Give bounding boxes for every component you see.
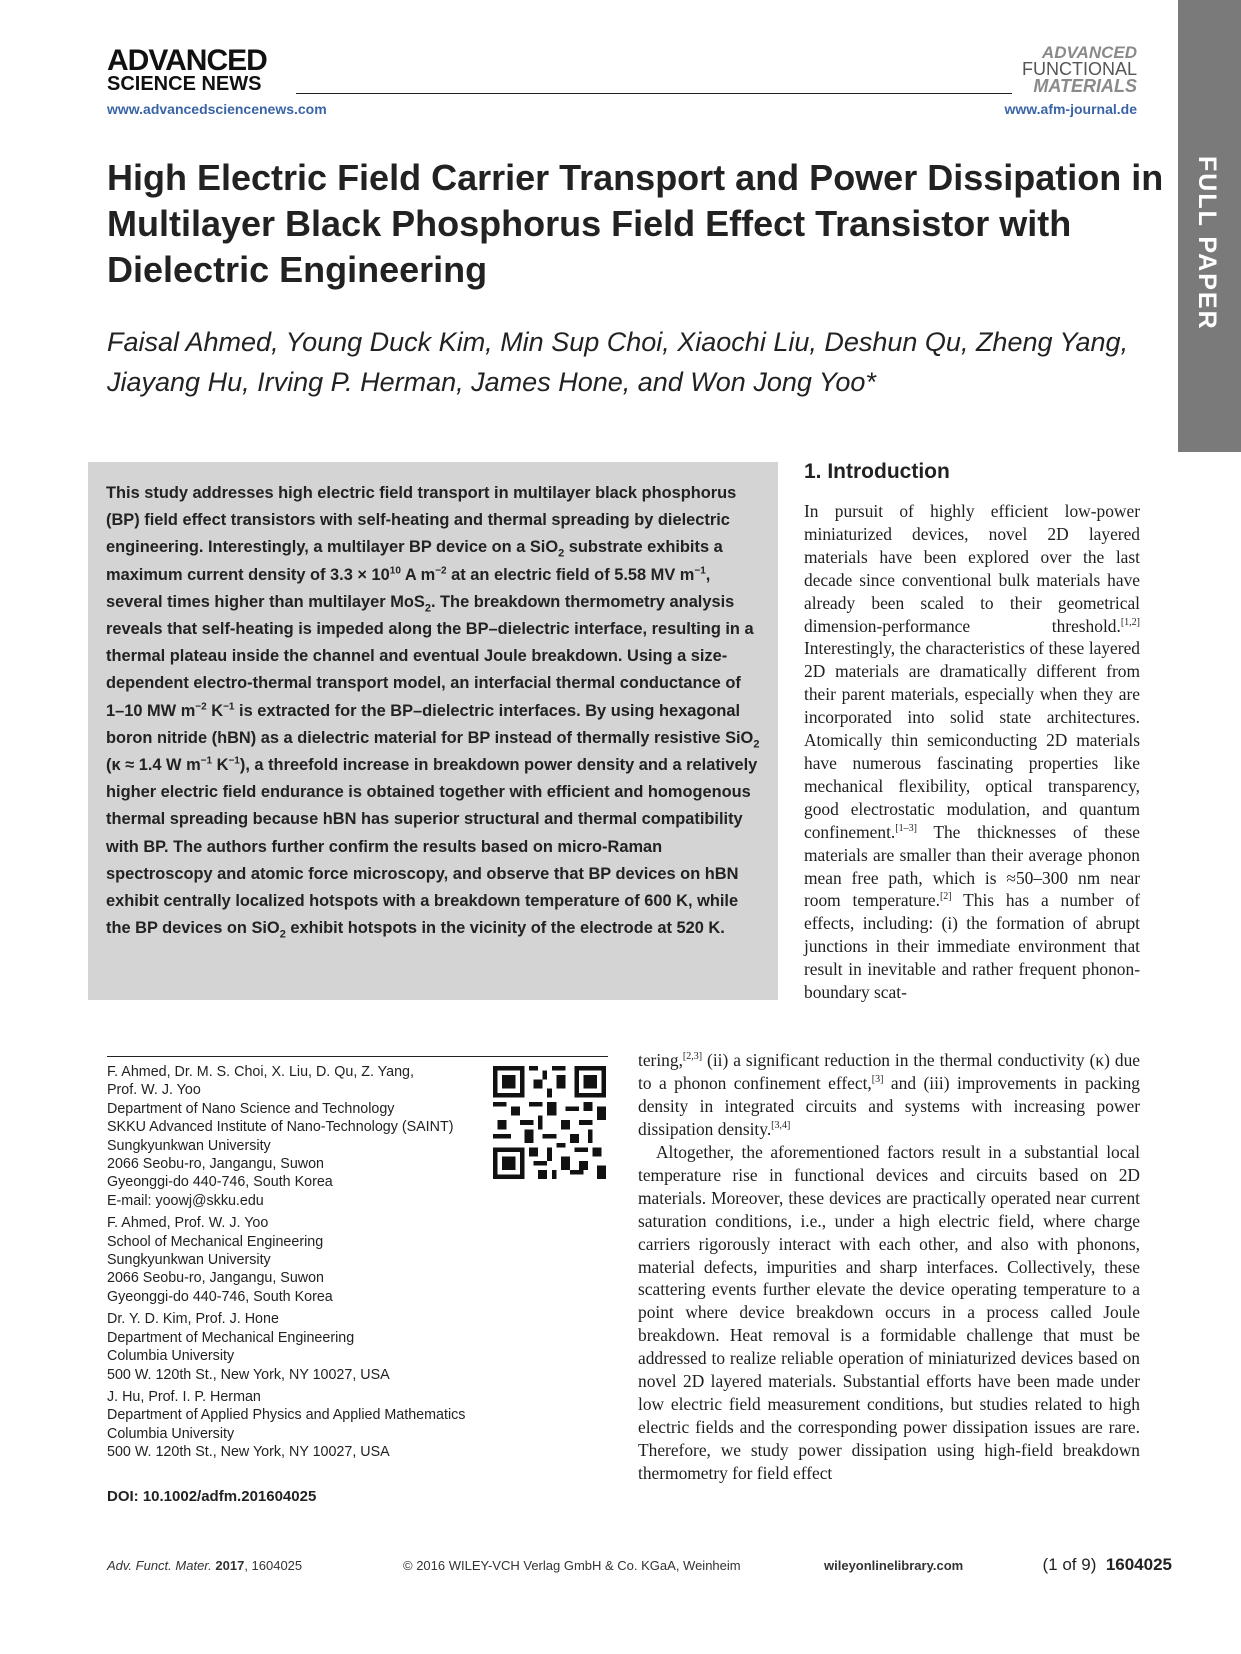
doi-link[interactable]: DOI: 10.1002/adfm.201604025 — [107, 1488, 317, 1505]
journal-logo — [1022, 44, 1137, 95]
publisher-logo-line1: ADVANCED — [107, 44, 267, 77]
intro-paragraph-2: Altogether, the aforementioned factors result in a substantial local temperature rise in functional devices and circuits based on 2D materials. Moreover, these devices are practically operated near current saturation conditions, i.e., under a high electric field, where charge carriers rigorously interact with each other, and also with phonons, material defects, impurities and sharp interfaces. Collectively, these scattering events further elevate the device operating temperature to a point where device breakdown occurs in a process called Joule breakdown. Heat removal is a formidable challenge that must be addressed to realize reliable operation of miniaturized devices based on novel 2D layered materials. Substantial efforts have been made under low electric field measurement conditions, but studies related to high electric fields and the corresponding power dissipation issues are rare. Therefore, we study power dissipation using high-field breakdown thermometry for field effect — [638, 1142, 1140, 1483]
section-tab — [1178, 0, 1241, 452]
section-tag: FULL PAPER — [1193, 156, 1221, 331]
journal-logo-line2: FUNCTIONAL — [1021, 59, 1137, 79]
publisher-url-link[interactable]: www.advancedsciencenews.com — [107, 101, 327, 117]
affiliation-block: Dr. Y. D. Kim, Prof. J. Hone Department of Mechanical Engineering Columbia University 500 W. 120th St., New York, NY 10027, USA — [107, 1311, 390, 1383]
intro-paragraph-1-lower: tering,[2,3] (ii) a significant reduction in the thermal conductivity (κ) due to a phonon confinement effect,[3] and (iii) improvements in packing density in integrated circuits and systems with increasing power dissipation density.[3,4] — [638, 1050, 1140, 1139]
email-link[interactable]: E-mail: yoowj@skku.edu — [107, 1192, 264, 1209]
footer-copyright: © 2016 WILEY-VCH Verlag GmbH & Co. KGaA, Weinheim — [403, 1558, 741, 1573]
citation-link[interactable]: [2] — [939, 891, 952, 903]
authors-line-1: Faisal Ahmed, Young Duck Kim, Min Sup Choi, Xiaochi Liu, Deshun Qu, Zheng Yang, — [107, 327, 1129, 357]
citation-link[interactable]: [3] — [871, 1074, 884, 1086]
abstract-box: This study addresses high electric field transport in multilayer black phosphorus (BP) field effect transistors with self-heating and thermal spreading by dielectric engineering. Interestingly, a multilayer BP device on a SiO$_2$ substrate exhibits a maximum current density of $3.3 \times 10^{10}$ A $m^{-2}$ at an electric field of 5.58 MV $m^{-1}$, several times higher than multilayer MoS$_2$. The breakdown thermometry analysis reveals that self-heating is impeded along the BP–dielectric interface, resulting in a thermal plateau inside the channel and eventual Joule breakdown. Using a size-dependent electro-thermal transport model, an interfacial thermal conductance of 1–10 MW $m^{-2}$ $K^{-1}$ is extracted for the BP–dielectric interfaces. By using hexagonal boron nitride (hBN) as a dielectric material for BP instead of thermally resistive SiO$_2$ (κ ≈ 1.4 W $m^{-1}$ $K^{-1}$), a threefold increase in breakdown power density and a relatively higher electric field endurance is obtained together with efficient and homogenous thermal spreading because hBN has superior structural and thermal compatibility with BP. The authors further confirm the results based on micro-Raman spectroscopy and atomic force microscopy, and observe that BP devices on hBN exhibit centrally localized hotspots with a breakdown temperature of 600 K, while the BP devices on SiO$_2$ exhibit hotspots in the vicinity of the electrode at 520 K. — [88, 462, 778, 1000]
affiliation-block: F. Ahmed, Prof. W. J. Yoo School of Mechanical Engineering Sungkyunkwan University 2066 Seobu-ro, Jangangu, Suwon Gyeonggi-do 440-746, South Korea — [107, 1215, 333, 1305]
author-list — [107, 322, 1167, 402]
journal-logo-line1: ADVANCED — [1041, 43, 1137, 62]
citation-link[interactable]: [2,3] — [682, 1051, 703, 1063]
affiliation-block: F. Ahmed, Dr. M. S. Choi, X. Liu, D. Qu, Z. Yang, Prof. W. J. Yoo Department of Nano Science and Technology SKKU Advanced Institute of Nano-Technology (SAINT) Sungkyunkwan University 2066 Seobu-ro, Jangangu, Suwon Gyeonggi-do 440-746, South Korea E-mail: yoowj@skku.edu — [107, 1063, 497, 1210]
affiliation-rule — [107, 1056, 608, 1057]
affiliations — [107, 1063, 497, 1466]
affiliation-block: J. Hu, Prof. I. P. Herman Department of Applied Physics and Applied Mathematics Columbia University 500 W. 120th St., New York, NY 10027, USA — [107, 1388, 466, 1461]
citation-link[interactable]: [1,2] — [1120, 616, 1140, 628]
header-rule — [296, 93, 1012, 94]
footer-citation: Adv. Funct. Mater. 2017, 1604025 — [107, 1558, 303, 1573]
publisher-logo-line2: SCIENCE NEWS — [107, 73, 262, 95]
citation-link[interactable]: [1–3] — [895, 822, 917, 834]
journal-logo-line3: MATERIALS — [1033, 76, 1137, 96]
section-heading-introduction: 1. Introduction — [804, 460, 950, 483]
footer-page-number: (1 of 9) 1604025 — [1042, 1555, 1172, 1574]
article-title: High Electric Field Carrier Transport and Power Dissipation in Multilayer Black Phosphorus Field Effect Transistor with Dielectric Engineering — [107, 157, 1164, 290]
intro-paragraph-1-upper: In pursuit of highly efficient low-power miniaturized devices, novel 2D layered materials have been explored over the last decade since conventional bulk materials have already been scaled to their geometrical dimension-performance threshold.[1,2] Interestingly, the characteristics of these layered 2D materials are dramatically different from their parent materials, especially when they are incorporated into solid state architectures. Atomically thin semiconducting 2D materials have numerous fascinating properties like mechanical flexibility, optical transparency, good electrostatic modulation, and quantum confinement.[1–3] The thicknesses of these materials are smaller than their average phonon mean free path, which is ≈50–300 nm near room temperature.[2] This has a number of effects, including: (i) the formation of abrupt junctions in their immediate environment that result in inevitable and rather frequent phonon-boundary scat- — [804, 501, 1140, 1003]
qr-code-icon[interactable] — [493, 1066, 606, 1179]
authors-line-2: Jiayang Hu, Irving P. Herman, James Hone, and Won Jong Yoo* — [107, 367, 876, 397]
footer-site-link[interactable]: wileyonlinelibrary.com — [824, 1558, 964, 1573]
journal-url-link[interactable]: www.afm-journal.de — [1004, 101, 1137, 117]
citation-link[interactable]: [3,4] — [771, 1119, 791, 1131]
